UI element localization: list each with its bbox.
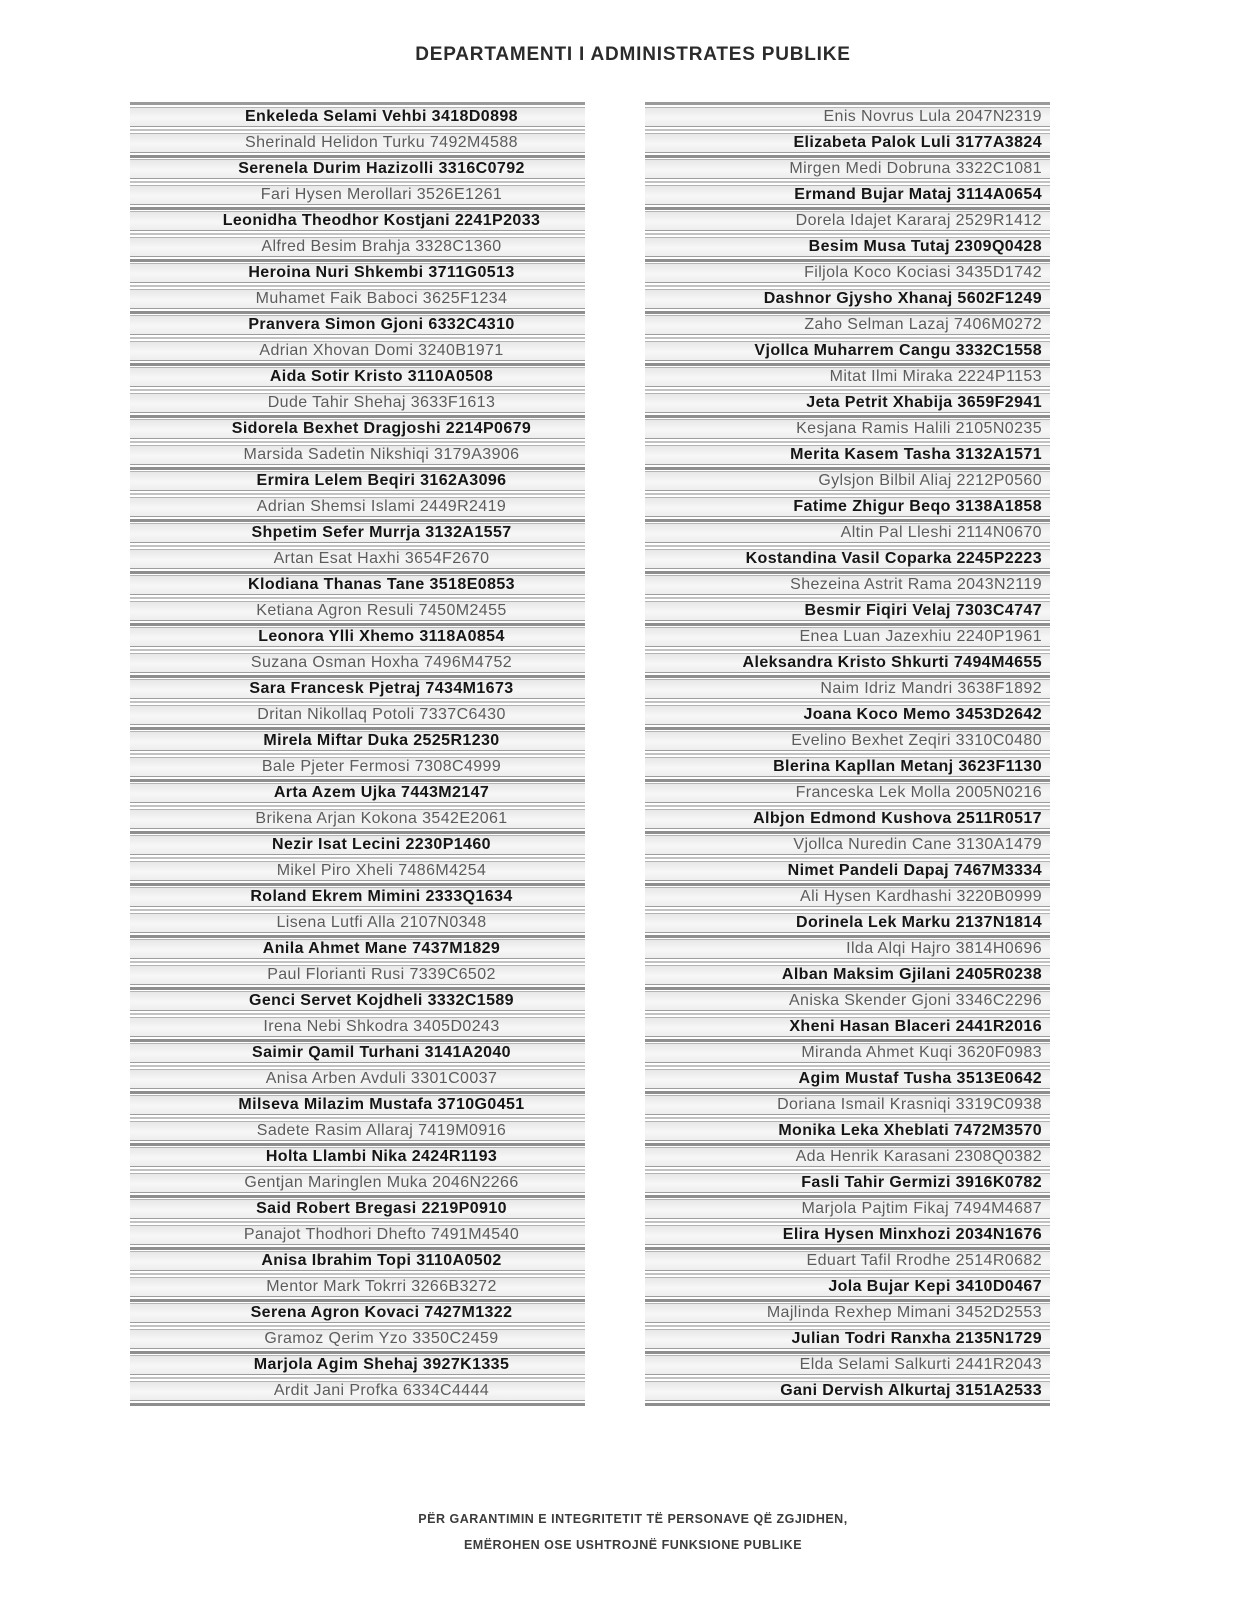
row-divider — [645, 675, 1050, 678]
roster-row: Mirgen Medi Dobruna 3322C1081 — [645, 159, 1050, 179]
roster-row: Miranda Ahmet Kuqi 3620F0983 — [645, 1043, 1050, 1063]
row-divider — [645, 571, 1050, 574]
row-divider — [130, 805, 585, 807]
row-divider — [645, 1273, 1050, 1275]
row-divider — [645, 363, 1050, 366]
roster-row: Dritan Nikollaq Potoli 7337C6430 — [130, 705, 585, 725]
row-divider — [645, 129, 1050, 131]
roster-row: Mentor Mark Tokrri 3266B3272 — [130, 1277, 585, 1297]
roster-row: Aniska Skender Gjoni 3346C2296 — [645, 991, 1050, 1011]
roster-row: Jola Bujar Kepi 3410D0467 — [645, 1277, 1050, 1297]
row-divider — [645, 1039, 1050, 1042]
roster-row: Adrian Shemsi Islami 2449R2419 — [130, 497, 585, 517]
row-divider — [645, 233, 1050, 235]
row-divider — [645, 1169, 1050, 1171]
roster-row: Leonora Ylli Xhemo 3118A0854 — [130, 627, 585, 647]
row-divider — [130, 1195, 585, 1198]
row-divider — [130, 311, 585, 314]
roster-row: Alfred Besim Brahja 3328C1360 — [130, 237, 585, 257]
roster-row: Ada Henrik Karasani 2308Q0382 — [645, 1147, 1050, 1167]
row-divider — [645, 701, 1050, 703]
roster-row: Marsida Sadetin Nikshiqi 3179A3906 — [130, 445, 585, 465]
row-divider — [645, 753, 1050, 755]
row-divider — [645, 285, 1050, 287]
footer-line-2: EMËROHEN OSE USHTROJNË FUNKSIONE PUBLIKE — [463, 1538, 803, 1552]
roster-row: Dorela Idajet Kararaj 2529R1412 — [645, 211, 1050, 231]
roster-row: Bale Pjeter Fermosi 7308C4999 — [130, 757, 585, 777]
roster-row: Ilda Alqi Hajro 3814H0696 — [645, 939, 1050, 959]
row-divider — [645, 493, 1050, 495]
roster-row: Vjollca Nuredin Cane 3130A1479 — [645, 835, 1050, 855]
row-divider — [130, 337, 585, 339]
row-divider — [645, 415, 1050, 418]
row-divider — [645, 987, 1050, 990]
row-divider — [130, 597, 585, 599]
roster-row: Aleksandra Kristo Shkurti 7494M4655 — [645, 653, 1050, 673]
roster-row: Serenela Durim Hazizolli 3316C0792 — [130, 159, 585, 179]
roster-row: Ardit Jani Profka 6334C4444 — [130, 1381, 585, 1401]
roster-row: Ermand Bujar Mataj 3114A0654 — [645, 185, 1050, 205]
roster-row: Eduart Tafil Rrodhe 2514R0682 — [645, 1251, 1050, 1271]
row-divider — [645, 389, 1050, 391]
row-divider — [645, 1299, 1050, 1302]
row-divider — [645, 337, 1050, 339]
roster-row: Leonidha Theodhor Kostjani 2241P2033 — [130, 211, 585, 231]
roster-row: Heroina Nuri Shkembi 3711G0513 — [130, 263, 585, 283]
row-divider — [645, 311, 1050, 314]
row-divider — [645, 441, 1050, 443]
row-divider — [645, 909, 1050, 911]
footer-line-1: PËR GARANTIMIN E INTEGRITETIT TË PERSONAVE QË ZGJIDHEN, — [418, 1512, 848, 1526]
roster-row: Irena Nebi Shkodra 3405D0243 — [130, 1017, 585, 1037]
row-divider — [130, 415, 585, 418]
row-divider — [645, 1325, 1050, 1327]
roster-row: Klodiana Thanas Tane 3518E0853 — [130, 575, 585, 595]
roster-row: Elda Selami Salkurti 2441R2043 — [645, 1355, 1050, 1375]
roster-row: Nezir Isat Lecini 2230P1460 — [130, 835, 585, 855]
roster-row: Enea Luan Jazexhiu 2240P1961 — [645, 627, 1050, 647]
row-divider — [645, 519, 1050, 522]
row-divider — [645, 1091, 1050, 1094]
row-divider — [130, 961, 585, 963]
row-divider — [130, 649, 585, 651]
row-divider — [645, 883, 1050, 886]
roster-row: Lisena Lutfi Alla 2107N0348 — [130, 913, 585, 933]
roster-row: Elira Hysen Minxhozi 2034N1676 — [645, 1225, 1050, 1245]
roster-row: Fasli Tahir Germizi 3916K0782 — [645, 1173, 1050, 1193]
roster-row: Serena Agron Kovaci 7427M1322 — [130, 1303, 585, 1323]
row-divider — [130, 831, 585, 834]
roster-row: Dude Tahir Shehaj 3633F1613 — [130, 393, 585, 413]
roster-row: Fari Hysen Merollari 3526E1261 — [130, 185, 585, 205]
row-divider — [130, 1013, 585, 1015]
roster-row: Kesjana Ramis Halili 2105N0235 — [645, 419, 1050, 439]
roster-row: Adrian Xhovan Domi 3240B1971 — [130, 341, 585, 361]
row-divider — [130, 1169, 585, 1171]
roster-row: Xheni Hasan Blaceri 2441R2016 — [645, 1017, 1050, 1037]
roster-row: Fatime Zhigur Beqo 3138A1858 — [645, 497, 1050, 517]
row-divider — [645, 935, 1050, 938]
roster-row: Sidorela Bexhet Dragjoshi 2214P0679 — [130, 419, 585, 439]
row-divider — [130, 1039, 585, 1042]
roster-row: Ketiana Agron Resuli 7450M2455 — [130, 601, 585, 621]
row-divider — [130, 493, 585, 495]
roster-row: Monika Leka Xheblati 7472M3570 — [645, 1121, 1050, 1141]
row-divider — [645, 207, 1050, 210]
roster-row: Artan Esat Haxhi 3654F2670 — [130, 549, 585, 569]
row-divider — [130, 909, 585, 911]
roster-row: Panajot Thodhori Dhefto 7491M4540 — [130, 1225, 585, 1245]
row-divider — [645, 545, 1050, 547]
row-divider — [645, 181, 1050, 183]
roster-row: Said Robert Bregasi 2219P0910 — [130, 1199, 585, 1219]
roster-row: Mikel Piro Xheli 7486M4254 — [130, 861, 585, 881]
page-title: DEPARTAMENTI I ADMINISTRATES PUBLIKE — [415, 44, 851, 65]
roster-row: Mitat Ilmi Miraka 2224P1153 — [645, 367, 1050, 387]
roster-row: Zaho Selman Lazaj 7406M0272 — [645, 315, 1050, 335]
row-divider — [130, 1299, 585, 1302]
roster-row: Sara Francesk Pjetraj 7434M1673 — [130, 679, 585, 699]
roster-row: Majlinda Rexhep Mimani 3452D2553 — [645, 1303, 1050, 1323]
roster-row: Elizabeta Palok Luli 3177A3824 — [645, 133, 1050, 153]
row-divider — [130, 259, 585, 262]
row-divider — [130, 233, 585, 235]
roster-row: Marjola Agim Shehaj 3927K1335 — [130, 1355, 585, 1375]
roster-row: Jeta Petrit Xhabija 3659F2941 — [645, 393, 1050, 413]
column-top-divider — [645, 102, 1050, 105]
row-divider — [130, 857, 585, 859]
row-divider — [130, 675, 585, 678]
roster-row: Albjon Edmond Kushova 2511R0517 — [645, 809, 1050, 829]
roster-row: Roland Ekrem Mimini 2333Q1634 — [130, 887, 585, 907]
roster-row: Julian Todri Ranxha 2135N1729 — [645, 1329, 1050, 1349]
roster-row: Blerina Kapllan Metanj 3623F1130 — [645, 757, 1050, 777]
roster-row: Brikena Arjan Kokona 3542E2061 — [130, 809, 585, 829]
row-divider — [645, 1221, 1050, 1223]
roster-row: Saimir Qamil Turhani 3141A2040 — [130, 1043, 585, 1063]
row-divider — [130, 935, 585, 938]
row-divider — [645, 831, 1050, 834]
roster-row: Ali Hysen Kardhashi 3220B0999 — [645, 887, 1050, 907]
row-divider — [130, 701, 585, 703]
roster-left-column — [130, 102, 585, 1407]
roster-row: Besmir Fiqiri Velaj 7303C4747 — [645, 601, 1050, 621]
row-divider — [645, 1403, 1050, 1406]
row-divider — [645, 727, 1050, 730]
row-divider — [130, 467, 585, 470]
roster-row: Kostandina Vasil Coparka 2245P2223 — [645, 549, 1050, 569]
row-divider — [130, 545, 585, 547]
roster-row: Sadete Rasim Allaraj 7419M0916 — [130, 1121, 585, 1141]
row-divider — [130, 1091, 585, 1094]
roster-row: Altin Pal Lleshi 2114N0670 — [645, 523, 1050, 543]
roster-row: Dashnor Gjysho Xhanaj 5602F1249 — [645, 289, 1050, 309]
roster-row: Naim Idriz Mandri 3638F1892 — [645, 679, 1050, 699]
roster-row: Filjola Koco Kociasi 3435D1742 — [645, 263, 1050, 283]
row-divider — [130, 519, 585, 522]
roster-row: Gramoz Qerim Yzo 3350C2459 — [130, 1329, 585, 1349]
row-divider — [130, 389, 585, 391]
roster-row: Holta Llambi Nika 2424R1193 — [130, 1147, 585, 1167]
row-divider — [645, 1013, 1050, 1015]
row-divider — [130, 1403, 585, 1406]
row-divider — [645, 1117, 1050, 1119]
row-divider — [645, 1065, 1050, 1067]
roster-row: Arta Azem Ujka 7443M2147 — [130, 783, 585, 803]
row-divider — [130, 155, 585, 158]
roster-row: Enis Novrus Lula 2047N2319 — [645, 107, 1050, 127]
row-divider — [130, 727, 585, 730]
row-divider — [130, 363, 585, 366]
row-divider — [645, 1377, 1050, 1379]
roster-row: Paul Florianti Rusi 7339C6502 — [130, 965, 585, 985]
row-divider — [130, 207, 585, 210]
row-divider — [645, 1247, 1050, 1250]
row-divider — [130, 1247, 585, 1250]
roster-row: Besim Musa Tutaj 2309Q0428 — [645, 237, 1050, 257]
roster-row: Ermira Lelem Beqiri 3162A3096 — [130, 471, 585, 491]
roster-row: Gylsjon Bilbil Aliaj 2212P0560 — [645, 471, 1050, 491]
roster-row: Vjollca Muharrem Cangu 3332C1558 — [645, 341, 1050, 361]
row-divider — [130, 1117, 585, 1119]
row-divider — [130, 753, 585, 755]
row-divider — [130, 1377, 585, 1379]
row-divider — [645, 805, 1050, 807]
row-divider — [130, 987, 585, 990]
row-divider — [130, 181, 585, 183]
roster-row: Marjola Pajtim Fikaj 7494M4687 — [645, 1199, 1050, 1219]
roster-row: Sherinald Helidon Turku 7492M4588 — [130, 133, 585, 153]
roster-row: Doriana Ismail Krasniqi 3319C0938 — [645, 1095, 1050, 1115]
roster-row: Evelino Bexhet Zeqiri 3310C0480 — [645, 731, 1050, 751]
row-divider — [130, 1273, 585, 1275]
roster-row: Aida Sotir Kristo 3110A0508 — [130, 367, 585, 387]
row-divider — [130, 1351, 585, 1354]
row-divider — [130, 1143, 585, 1146]
roster-row: Shezeina Astrit Rama 2043N2119 — [645, 575, 1050, 595]
row-divider — [130, 441, 585, 443]
row-divider — [645, 857, 1050, 859]
roster-row: Franceska Lek Molla 2005N0216 — [645, 783, 1050, 803]
row-divider — [130, 1065, 585, 1067]
row-divider — [645, 1195, 1050, 1198]
row-divider — [645, 155, 1050, 158]
roster-row: Anisa Arben Avduli 3301C0037 — [130, 1069, 585, 1089]
roster-row: Gani Dervish Alkurtaj 3151A2533 — [645, 1381, 1050, 1401]
roster-row: Merita Kasem Tasha 3132A1571 — [645, 445, 1050, 465]
roster-row: Mirela Miftar Duka 2525R1230 — [130, 731, 585, 751]
row-divider — [130, 623, 585, 626]
roster-row: Anila Ahmet Mane 7437M1829 — [130, 939, 585, 959]
row-divider — [645, 649, 1050, 651]
roster-row: Genci Servet Kojdheli 3332C1589 — [130, 991, 585, 1011]
roster-row: Enkeleda Selami Vehbi 3418D0898 — [130, 107, 585, 127]
row-divider — [645, 259, 1050, 262]
roster-row: Nimet Pandeli Dapaj 7467M3334 — [645, 861, 1050, 881]
roster-row: Pranvera Simon Gjoni 6332C4310 — [130, 315, 585, 335]
roster-row: Muhamet Faik Baboci 3625F1234 — [130, 289, 585, 309]
roster-row: Agim Mustaf Tusha 3513E0642 — [645, 1069, 1050, 1089]
roster-row: Gentjan Maringlen Muka 2046N2266 — [130, 1173, 585, 1193]
roster-right-column — [645, 102, 1050, 1407]
roster-row: Milseva Milazim Mustafa 3710G0451 — [130, 1095, 585, 1115]
row-divider — [130, 1325, 585, 1327]
row-divider — [645, 961, 1050, 963]
row-divider — [130, 883, 585, 886]
row-divider — [645, 623, 1050, 626]
column-top-divider — [130, 102, 585, 105]
roster-row: Dorinela Lek Marku 2137N1814 — [645, 913, 1050, 933]
roster-row: Shpetim Sefer Murrja 3132A1557 — [130, 523, 585, 543]
roster-row: Anisa Ibrahim Topi 3110A0502 — [130, 1251, 585, 1271]
row-divider — [645, 1351, 1050, 1354]
row-divider — [130, 779, 585, 782]
row-divider — [130, 285, 585, 287]
row-divider — [645, 779, 1050, 782]
row-divider — [130, 129, 585, 131]
roster-row: Alban Maksim Gjilani 2405R0238 — [645, 965, 1050, 985]
row-divider — [130, 571, 585, 574]
roster-row: Joana Koco Memo 3453D2642 — [645, 705, 1050, 725]
roster-row: Suzana Osman Hoxha 7496M4752 — [130, 653, 585, 673]
row-divider — [130, 1221, 585, 1223]
footer — [0, 1506, 1236, 1558]
row-divider — [645, 597, 1050, 599]
row-divider — [645, 1143, 1050, 1146]
row-divider — [645, 467, 1050, 470]
